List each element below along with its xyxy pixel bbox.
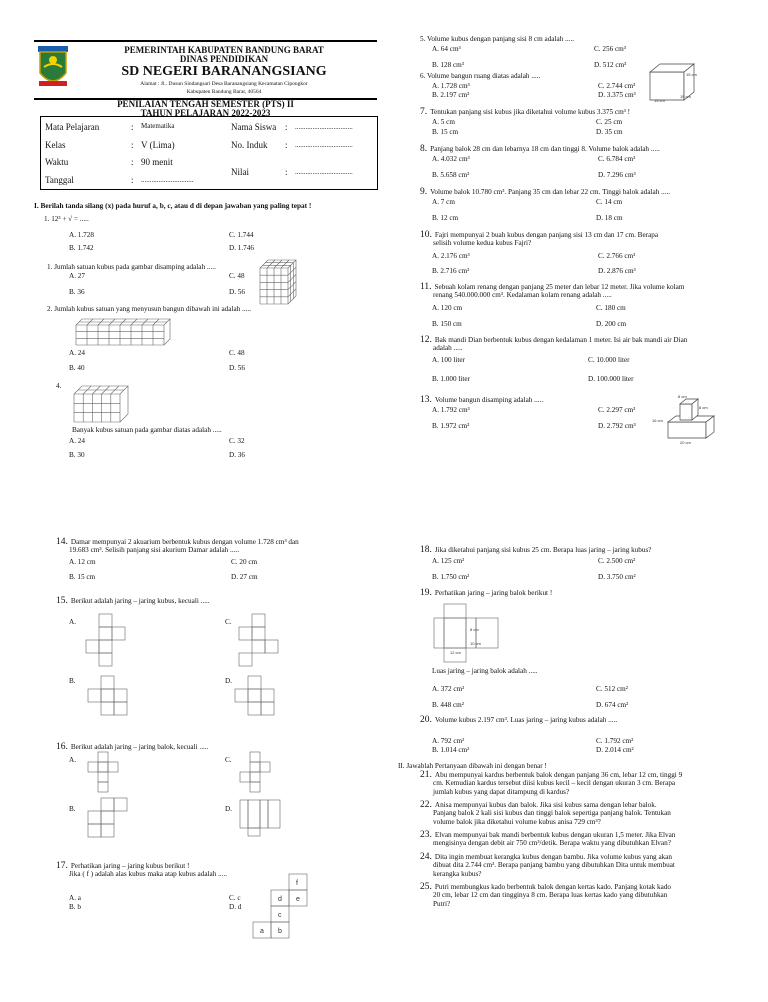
waktu-value: 90 menit [141, 157, 173, 167]
cuboid-net-a [88, 751, 128, 796]
question-15 [56, 597, 210, 605]
option-b[interactable]: B. [69, 805, 76, 813]
induk-label: No. Induk [231, 140, 268, 150]
waktu-label: Waktu [45, 157, 69, 167]
option-d[interactable]: D. 2.792 cm³ [598, 422, 636, 430]
question-text: jumlah kubus yang dapat ditampung di kardus? [433, 787, 570, 796]
option-b[interactable]: B. 1.014 cm² [432, 746, 470, 754]
option-c[interactable]: C. 2.766 cm³ [598, 252, 636, 260]
question-number: 25. [420, 882, 432, 892]
question-11 [420, 283, 760, 300]
composite-figure-q13 [652, 394, 726, 445]
question-text: Damar mempunyai 2 akuarium berbentuk kubus dengan volume 1.728 cm³ dan [70, 538, 299, 546]
cube-net-a [87, 612, 132, 672]
option-c[interactable]: C. 1.792 cm² [596, 737, 634, 745]
question-number: 23. [420, 830, 432, 840]
option-b[interactable]: B. 1.972 cm³ [432, 422, 470, 430]
mapel-label: Mata Pelajaran [45, 122, 100, 132]
question-text: Volume bangun disamping adalah ..... [434, 396, 544, 404]
header-school: SD NEGERI BARANANGSIANG [121, 64, 327, 79]
section1-instruction: I. Berilah tanda silang (x) pada huruf a, b, c, atau d di depan jawaban yang paling tepat ! [34, 201, 312, 210]
question-number: 13. [420, 395, 432, 405]
colon: : [285, 140, 288, 150]
cube-stack-figure-4 [72, 382, 132, 424]
exam-title: PENILAIAN TENGAH SEMESTER (PTS) II [117, 99, 294, 109]
option-d[interactable]: D. [225, 677, 232, 685]
dim-label: 15 cm [654, 98, 665, 103]
question-number: 11. [420, 282, 432, 292]
option-b[interactable]: B. 15 cm [69, 573, 96, 581]
question-number: 9. [420, 187, 428, 197]
question-9 [420, 188, 670, 196]
option-c[interactable]: C. c [229, 894, 241, 902]
question-text: Jika ( f ) adalah alas kubus maka atap kubus adalah ..... [69, 870, 228, 879]
question-text: Anisa mempunyai kubus dan balok. Jika sisi kubus sama dengan lebar balok. [434, 801, 657, 809]
question-text: renang 540.000.000 cm³. Kedalaman kolam renang adalah ..... [433, 291, 612, 300]
question-text: adalah ..... [433, 344, 463, 353]
question-17 [56, 862, 276, 879]
net-face-label: f [296, 880, 298, 887]
colon: : [285, 122, 288, 132]
option-b[interactable]: B. 40 [69, 364, 85, 372]
option-a[interactable]: A. 24 [69, 349, 85, 357]
option-a[interactable]: A. 7 cm [432, 198, 455, 206]
dim-label: 8 cm [470, 627, 479, 632]
question-number: 24. [420, 852, 432, 862]
question-14 [56, 538, 376, 555]
option-a[interactable]: A. 1.728 cm³ [432, 82, 470, 90]
essay-24 [420, 853, 760, 878]
option-a[interactable]: A. 5 cm [432, 118, 455, 126]
cube-figure-q6 [648, 62, 698, 104]
question-text: Dita ingin membuat kerangka kubus dengan bambu. Jika volume kubus yang akan [434, 853, 673, 861]
cube-net-c [238, 612, 283, 672]
option-d[interactable]: D. 18 cm [596, 214, 623, 222]
question-5: 5. Volume kubus dengan panjang sisi 8 cm adalah ..... [420, 35, 575, 43]
dim-label: 8 cm [699, 405, 708, 410]
question-number: 10. [420, 230, 432, 240]
question-number: 17. [56, 861, 68, 871]
option-d[interactable]: D. 56 [229, 364, 245, 372]
option-c[interactable]: C. 6.784 cm³ [598, 155, 636, 163]
option-b[interactable]: B. 128 cm³ [432, 61, 464, 69]
question-text: Putri membungkus kado berbentuk balok dengan kertas kado. Panjang kotak kado [434, 883, 672, 891]
option-b[interactable]: B. [69, 677, 76, 685]
question-number: 21. [420, 770, 432, 780]
option-d[interactable]: D. 35 cm [596, 128, 623, 136]
option-d[interactable]: D. 56 [229, 288, 245, 296]
cube-net-d [234, 674, 284, 724]
dim-label: 12 cm [450, 650, 461, 655]
question-number: 8. [420, 144, 428, 154]
option-b[interactable]: B. 36 [69, 288, 85, 296]
option-a[interactable]: A. 12 cm [69, 558, 96, 566]
question-number: 19. [420, 588, 432, 598]
option-d[interactable]: D. 36 [229, 451, 245, 459]
option-d[interactable]: D. 7.296 cm³ [598, 171, 636, 179]
dim-label: 20 cm [680, 440, 691, 445]
option-c[interactable]: C. 2.500 cm² [598, 557, 636, 565]
student-info-box [40, 116, 378, 190]
question-18 [420, 546, 651, 554]
cuboid-net-b [88, 796, 133, 846]
option-b[interactable]: B. 1.000 liter [432, 375, 470, 383]
question-number: 14. [56, 537, 68, 547]
question-text: Bak mandi Dian berbentuk kubus dengan kedalaman 1 meter. Isi air bak mandi air Dian [434, 336, 688, 344]
nilai-value[interactable]: ................................. [295, 168, 353, 176]
option-b[interactable]: B. 15 cm [432, 128, 459, 136]
kelas-label: Kelas [45, 140, 66, 150]
option-c[interactable]: C. 48 [229, 349, 245, 357]
dim-label: 15 cm [680, 94, 691, 99]
option-b[interactable]: B. 12 cm [432, 214, 459, 222]
option-b[interactable]: B. 448 cm² [432, 701, 464, 709]
question-text: 20 cm, lebar 12 cm dan tingginya 8 cm. Berapa luas kertas kado yang dibutuhkan [433, 891, 668, 900]
option-c[interactable]: C. 10.000 liter [588, 356, 630, 364]
school-logo [36, 45, 70, 91]
question-text: cm. Kemudian kardus tersebut diisi kubus kecil – kecil dengan ukuran 3 cm. Berapa [433, 779, 676, 788]
option-d[interactable]: D. 3.375 cm³ [598, 91, 636, 99]
question-number: 12. [420, 335, 432, 345]
option-a[interactable]: A. 64 cm³ [432, 45, 461, 53]
header-gov: PEMERINTAH KABUPATEN BANDUNG BARAT [124, 45, 324, 55]
option-d[interactable]: D. 1.746 [229, 244, 254, 252]
option-d[interactable]: D. 200 cm [596, 320, 627, 328]
section2-instruction: II. Jawablah Pertanyaan dibawah ini dengan benar ! [398, 762, 547, 770]
question-number: 18. [420, 545, 432, 555]
option-c[interactable]: C. 20 cm [231, 558, 258, 566]
option-d[interactable]: D. 2.876 cm³ [598, 267, 636, 275]
essay-22 [420, 801, 760, 826]
net-face-label: c [278, 912, 282, 919]
option-c[interactable]: C. 2.744 cm³ [598, 82, 636, 90]
question-4: Banyak kubus satuan pada gambar diatas adalah ..... [72, 426, 222, 434]
question-16 [56, 743, 208, 751]
nama-label: Nama Siswa [231, 122, 277, 132]
option-d[interactable]: D. 2.014 cm² [596, 746, 634, 754]
option-a[interactable]: A. 125 cm² [432, 557, 465, 565]
question-text: Panjang balok 28 cm dan lebarnya 18 cm dan tinggi 8. Volume balok adalah ..... [430, 145, 660, 153]
colon: : [285, 167, 288, 177]
question-20 [420, 716, 617, 724]
option-c[interactable]: C. 2.297 cm³ [598, 406, 636, 414]
tanggal-label: Tanggal [45, 175, 74, 185]
question-number: 15. [56, 596, 68, 606]
cuboid-net-c [240, 751, 280, 796]
question-4-number: 4. [56, 382, 62, 390]
colon: : [131, 175, 134, 185]
dim-label: 8 cm [678, 394, 687, 399]
question-text: kerangka kubus? [433, 869, 482, 878]
question-number: 7. [420, 107, 428, 117]
net-face-label: b [278, 928, 282, 935]
option-a[interactable]: A. 27 [69, 272, 85, 280]
question-12 [420, 336, 760, 353]
header-address1: Alamat : Jl.. Dusun Sindangsari Desa Baranangsiang Kecamatan Cipongkor [140, 81, 308, 87]
option-c[interactable]: C. [225, 756, 232, 764]
option-b[interactable]: B. 1.742 [69, 244, 94, 252]
cuboid-net-q19 [430, 602, 520, 664]
question-text: Sebuah kolam renang dengan panjang 25 meter dan lebar 12 meter. Jika volume kolam [434, 283, 685, 291]
dim-label: 15 cm [686, 72, 697, 77]
question-text: Volume kubus 2.197 cm³. Luas jaring – jaring kubus adalah ..... [434, 716, 618, 724]
net-face-label: a [260, 928, 264, 935]
option-b[interactable]: B. 150 cm [432, 320, 462, 328]
question-text: Volume balok 10.780 cm³. Panjang 35 cm dan lebar 22 cm. Tinggi balok adalah ..... [430, 188, 671, 196]
exam-year: TAHUN PELAJARAN 2022-2023 [140, 108, 271, 118]
option-a[interactable]: A. 1.728 [69, 231, 94, 239]
option-d[interactable]: D. 27 cm [231, 573, 258, 581]
question-text: Abu mempunyai kardus berbentuk balok dengan panjang 36 cm, lebar 12 cm, tinggi 9 [434, 771, 683, 779]
option-a[interactable]: A. 2.176 cm³ [432, 252, 470, 260]
cube-net-b [87, 674, 137, 724]
option-c[interactable]: C. 32 [229, 437, 245, 445]
question-7 [420, 108, 630, 116]
option-a[interactable]: A. 24 [69, 437, 85, 445]
option-b[interactable]: B. b [69, 903, 81, 911]
question-8 [420, 145, 660, 153]
option-b[interactable]: B. 5.658 cm³ [432, 171, 470, 179]
option-a[interactable]: A. 120 cm [432, 304, 463, 312]
colon: : [131, 122, 134, 132]
option-c[interactable]: C. 512 cm² [596, 685, 628, 693]
option-a[interactable]: A. 100 liter [432, 356, 465, 364]
question-text: volume balok jika diketahui volume kubus anisa 729 cm³? [433, 817, 601, 826]
cuboid-net-d [236, 798, 286, 843]
option-a[interactable]: A. 792 cm² [432, 737, 465, 745]
question-text: dibuat dita 2.744 cm³. Berapa panjang bambu yang dibutuhkan Dita untuk membuat [433, 861, 675, 870]
dim-label: 16 cm [652, 418, 663, 423]
question-19-sub: Luas jaring – jaring balok adalah ..... [432, 667, 538, 675]
option-d[interactable]: D. 674 cm² [596, 701, 629, 709]
question-6: 6. Volume bangun ruang diatas adalah ..... [420, 72, 541, 80]
option-a[interactable]: A. 1.792 cm³ [432, 406, 470, 414]
question-text: Elvan mempunyai bak mandi berbentuk kubus dengan ukuran 1,5 meter. Jika Elvan [434, 831, 676, 839]
question-text: selisih volume kedua kubus Fajri? [433, 239, 532, 248]
question-13 [420, 396, 543, 404]
question-0: 1. 12³ + √ = ..... [44, 215, 89, 223]
mapel-value: Matematika [141, 122, 175, 130]
question-2: 2. Jumlah kubus satuan yang menyusun bangun dibawah ini adalah ..... [47, 305, 252, 313]
option-b[interactable]: B. 30 [69, 451, 85, 459]
option-a[interactable]: A. [69, 756, 76, 764]
essay-21 [420, 771, 760, 796]
question-number: 16. [56, 742, 68, 752]
option-a[interactable]: A. [69, 618, 76, 626]
question-1: 1. Jumlah satuan kubus pada gambar disamping adalah ..... [47, 263, 216, 271]
option-a[interactable]: A. a [69, 894, 81, 902]
net-face-label: d [278, 896, 282, 903]
essay-25 [420, 883, 760, 908]
essay-23 [420, 831, 760, 848]
option-a[interactable]: A. 372 cm² [432, 685, 465, 693]
option-c[interactable]: C. 1.744 [229, 231, 254, 239]
option-c[interactable]: C. 48 [229, 272, 245, 280]
colon: : [131, 157, 134, 167]
question-text: Perhatikan jaring – jaring kubus berikut ! [70, 862, 190, 870]
kelas-value: V (Lima) [141, 140, 175, 150]
tanggal-value[interactable]: .............................. [141, 176, 194, 184]
option-b[interactable]: B. 2.197 cm³ [432, 91, 470, 99]
question-text: Tentukan panjang sisi kubus jika diketahui volume kubus 3.375 cm³ ! [430, 108, 631, 116]
question-10 [420, 231, 750, 248]
option-c[interactable]: C. 256 cm³ [594, 45, 626, 53]
option-c[interactable]: C. 25 cm [596, 118, 623, 126]
option-b[interactable]: B. 2.716 cm³ [432, 267, 470, 275]
cube-stack-figure-1 [256, 258, 296, 306]
cube-stack-figure-2 [74, 317, 174, 347]
induk-value[interactable]: ................................. [295, 141, 353, 149]
question-text: Perhatikan jaring – jaring balok berikut ! [434, 589, 553, 597]
option-d[interactable]: D. 512 cm³ [594, 61, 627, 69]
question-text: Berikut adalah jaring – jaring balok, kecuali ..... [70, 743, 209, 751]
option-d[interactable]: D. 3.750 cm² [598, 573, 636, 581]
option-d[interactable]: D. [225, 805, 232, 813]
question-text: Panjang balok 2 kali sisi kubus dan tinggi balok sepertiga panjang balok. Tentukan [433, 809, 671, 818]
question-text: mengisinya dengan debit air 750 cm³/detik. Berapa waktu yang dibutuhkan Elvan? [433, 839, 671, 848]
option-c[interactable]: C. 14 cm [596, 198, 623, 206]
header-address2: Kabupaten Bandung Barat, 40564 [186, 89, 262, 95]
option-c[interactable]: C. [225, 618, 232, 626]
letterhead [34, 40, 377, 100]
question-number: 20. [420, 715, 432, 725]
question-number: 22. [420, 800, 432, 810]
nilai-label: Nilai [231, 167, 249, 177]
nama-value[interactable]: ................................. [295, 123, 353, 131]
question-text: Fajri mempunyai 2 buah kubus dengan panjang sisi 13 cm dan 17 cm. Berapa [434, 231, 659, 239]
option-d[interactable]: D. 100.000 liter [588, 375, 634, 383]
question-text: Jika diketahui panjang sisi kubus 25 cm. Berapa luas jaring – jaring kubus? [434, 546, 652, 554]
option-c[interactable]: C. 180 cm [596, 304, 626, 312]
net-face-label: e [296, 896, 300, 903]
header-dept: DINAS PENDIDIKAN [179, 54, 269, 64]
question-19 [420, 589, 552, 597]
option-b[interactable]: B. 1.750 cm² [432, 573, 470, 581]
colon: : [131, 140, 134, 150]
question-text: Putri? [433, 899, 451, 908]
dim-label: 10 cm [470, 641, 481, 646]
option-d[interactable]: D. d [229, 903, 242, 911]
option-a[interactable]: A. 4.032 cm³ [432, 155, 470, 163]
lettered-cube-net [253, 872, 323, 944]
question-text: 19.683 cm³. Selisih panjang sisi akurium Damar adalah ..... [69, 546, 240, 555]
question-text: Berikut adalah jaring – jaring kubus, kecuali ..... [70, 597, 210, 605]
